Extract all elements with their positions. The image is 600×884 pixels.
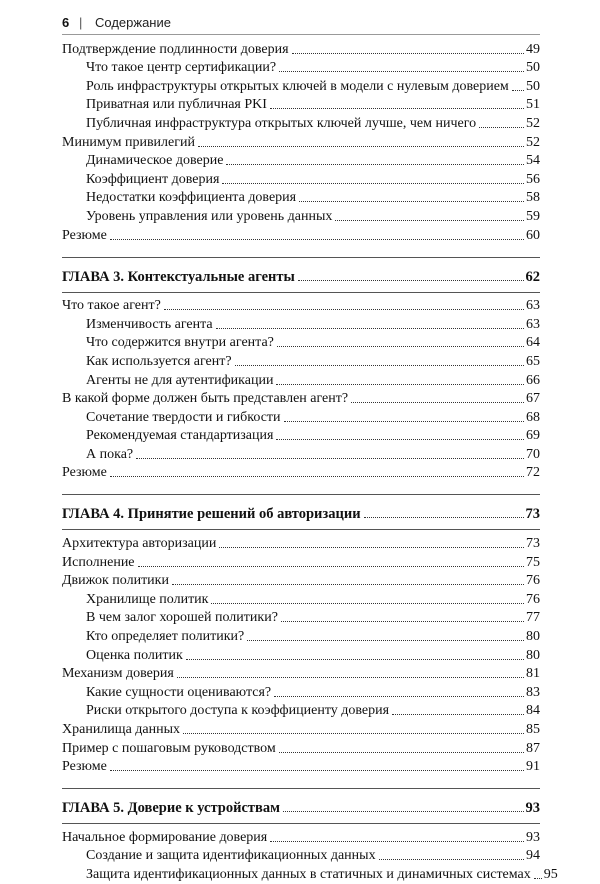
toc-entry-title: Архитектура авторизации	[62, 536, 217, 552]
dot-leader	[211, 603, 524, 604]
toc-page-number: 94	[526, 848, 540, 864]
dot-leader	[298, 280, 524, 281]
toc-page-number: 84	[526, 703, 540, 719]
dot-leader	[281, 621, 524, 622]
toc-entry-title: Публичная инфраструктура открытых ключей лучше, чем ничего	[86, 115, 477, 131]
toc-entry-title: Минимум привилегий	[62, 134, 195, 150]
toc-section[interactable]	[62, 739, 540, 758]
dot-leader	[277, 346, 524, 347]
toc-entry-title: Защита идентификационных данных в статичных и динамичных системах	[86, 866, 531, 882]
toc-page-number: 50	[526, 60, 540, 76]
toc-entry-title: В чем залог хорошей политики?	[86, 610, 278, 626]
toc-entry-title: Резюме	[62, 759, 107, 775]
toc-entry-title: Сочетание твердости и гибкости	[86, 409, 281, 425]
toc-page-number: 77	[526, 610, 540, 626]
toc-subsection[interactable]	[62, 427, 540, 446]
toc-page-number: 75	[526, 554, 540, 570]
toc-entry-title: Резюме	[62, 465, 107, 481]
dot-leader	[274, 696, 524, 697]
dot-leader	[216, 328, 524, 329]
toc-page-number: 80	[526, 647, 540, 663]
toc-subsection[interactable]	[62, 334, 540, 353]
toc-subsection[interactable]	[62, 847, 540, 866]
dot-leader	[270, 108, 524, 109]
dot-leader	[186, 659, 524, 660]
dot-leader	[364, 517, 524, 518]
toc-section[interactable]	[62, 720, 540, 739]
toc-page-number: 81	[526, 666, 540, 682]
toc-subsection[interactable]	[62, 315, 540, 334]
table-of-contents	[62, 40, 558, 884]
dot-leader	[270, 841, 524, 842]
dot-leader	[219, 547, 524, 548]
toc-entry-title: Исполнение	[62, 554, 135, 570]
toc-section[interactable]	[62, 572, 540, 591]
toc-page-number: 60	[526, 227, 540, 243]
toc-subsection[interactable]	[62, 352, 540, 371]
toc-subsection[interactable]	[62, 152, 540, 171]
toc-page-number: 93	[526, 829, 540, 845]
toc-entry-title: Хранилища данных	[62, 722, 181, 737]
toc-page-number: 67	[526, 391, 540, 407]
toc-entry-title: Оценка политик	[86, 647, 183, 663]
toc-entry-title: ГЛАВА 3. Контекстуальные агенты	[62, 268, 295, 285]
toc-subsection[interactable]	[62, 865, 558, 884]
toc-entry-title: Коэффициент доверия	[86, 171, 220, 187]
dot-leader	[335, 220, 524, 221]
toc-entry-title: Что такое агент?	[62, 298, 161, 314]
header-separator: |	[79, 15, 83, 30]
toc-subsection[interactable]	[62, 408, 540, 427]
toc-page-number: 52	[526, 115, 540, 131]
toc-page-number: 85	[526, 722, 540, 737]
dot-leader	[279, 71, 524, 72]
toc-page-number: 64	[526, 335, 540, 351]
toc-subsection[interactable]	[62, 445, 540, 464]
toc-page-number: 58	[526, 190, 540, 206]
toc-entry-title: В какой форме должен быть представлен агент?	[62, 391, 349, 407]
toc-entry-title: Движок политики	[62, 573, 169, 589]
toc-section[interactable]	[62, 40, 540, 59]
toc-page-number: 72	[526, 465, 540, 481]
toc-entry-title: Риски открытого доступа к коэффициенту доверия	[86, 703, 390, 719]
toc-entry-title: Рекомендуемая стандартизация	[86, 428, 274, 444]
toc-subsection[interactable]	[62, 114, 540, 133]
toc-section[interactable]	[62, 390, 540, 409]
toc-page-number: 95	[543, 866, 558, 882]
chapter-heading[interactable]	[62, 266, 540, 286]
toc-entry-title: Пример с пошаговым руководством	[62, 740, 276, 756]
dot-leader	[351, 402, 524, 403]
toc-page-number: 49	[526, 41, 540, 57]
toc-section[interactable]	[62, 758, 540, 777]
toc-page-number: 91	[526, 759, 540, 775]
dot-leader	[172, 584, 524, 585]
toc-page-number: 56	[526, 171, 540, 187]
dot-leader	[299, 201, 524, 202]
toc-section[interactable]	[62, 133, 540, 152]
toc-section[interactable]	[62, 297, 540, 316]
toc-page-number: 65	[526, 353, 540, 369]
chapter-heading[interactable]	[62, 503, 540, 523]
toc-entry-title: Приватная или публичная PKI	[86, 97, 267, 113]
toc-entry-title: А пока?	[86, 446, 134, 462]
toc-page-number: 68	[526, 409, 540, 425]
toc-entry-title: Что такое центр сертификации?	[86, 60, 277, 76]
dot-leader	[136, 458, 524, 459]
toc-entry-title: Недостатки коэффициента доверия	[86, 190, 297, 206]
chapter-divider	[62, 257, 540, 258]
chapter-heading[interactable]	[62, 797, 540, 817]
toc-page-number: 51	[526, 97, 540, 113]
dot-leader	[279, 752, 524, 753]
toc-page-number: 87	[526, 740, 540, 756]
toc-page-number: 59	[526, 208, 540, 224]
toc-page-number: 63	[526, 298, 540, 314]
toc-subsection[interactable]	[62, 590, 540, 609]
toc-entry-title: ГЛАВА 5. Доверие к устройствам	[62, 800, 280, 817]
header-title: Содержание	[95, 15, 171, 30]
dot-leader	[292, 53, 524, 54]
chapter-divider	[62, 788, 540, 789]
toc-page-number: 62	[525, 268, 540, 285]
dot-leader	[392, 714, 524, 715]
dot-leader	[198, 146, 524, 147]
toc-entry-title: Уровень управления или уровень данных	[86, 208, 333, 224]
chapter-divider	[62, 292, 540, 293]
dot-leader	[276, 439, 524, 440]
toc-entry-title: Как используется агент?	[86, 353, 232, 369]
toc-entry-title: Изменчивость агента	[86, 316, 213, 332]
toc-entry-title: Динамическое доверие	[86, 153, 224, 169]
chapter-divider	[62, 529, 540, 530]
dot-leader	[183, 733, 524, 734]
toc-page-number: 70	[526, 446, 540, 462]
toc-subsection[interactable]	[62, 627, 540, 646]
dot-leader	[110, 770, 524, 771]
dot-leader	[177, 677, 524, 678]
toc-page-number: 80	[526, 629, 540, 645]
dot-leader	[164, 309, 524, 310]
toc-subsection[interactable]	[62, 646, 540, 665]
toc-page-number: 69	[526, 428, 540, 444]
toc-subsection[interactable]	[62, 207, 540, 226]
toc-entry-title: Кто определяет политики?	[86, 629, 245, 645]
dot-leader	[247, 640, 524, 641]
dot-leader	[284, 421, 524, 422]
dot-leader	[534, 878, 542, 879]
toc-entry-title: Резюме	[62, 227, 107, 243]
dot-leader	[138, 566, 524, 567]
toc-section[interactable]	[62, 553, 540, 572]
toc-section[interactable]	[62, 828, 540, 847]
toc-entry-title: Что содержится внутри агента?	[86, 335, 274, 351]
toc-subsection[interactable]	[62, 371, 540, 390]
toc-entry-title: Хранилище политик	[86, 591, 209, 607]
toc-page-number: 76	[526, 591, 540, 607]
toc-page-number: 93	[525, 800, 540, 817]
running-header	[62, 12, 540, 35]
toc-page-number: 66	[526, 372, 540, 388]
toc-page-number: 76	[526, 573, 540, 589]
toc-entry-title: Механизм доверия	[62, 666, 174, 682]
dot-leader	[512, 90, 524, 91]
toc-section[interactable]	[62, 226, 540, 245]
dot-leader	[110, 476, 524, 477]
dot-leader	[283, 811, 524, 812]
toc-entry-title: Роль инфраструктуры открытых ключей в модели с нулевым доверием	[86, 78, 509, 94]
toc-page-number: 50	[526, 78, 540, 94]
toc-page-number: 54	[526, 153, 540, 169]
toc-subsection[interactable]	[62, 77, 540, 96]
toc-entry-title: Подтверждение подлинности доверия	[62, 41, 289, 57]
toc-subsection[interactable]	[62, 170, 540, 189]
toc-page-number: 63	[526, 316, 540, 332]
toc-subsection[interactable]	[62, 683, 540, 702]
dot-leader	[222, 183, 524, 184]
dot-leader	[276, 384, 524, 385]
toc-page-number: 83	[526, 684, 540, 700]
dot-leader	[235, 365, 524, 366]
toc-entry-title: Начальное формирование доверия	[62, 829, 268, 845]
page-number: 6	[62, 15, 70, 30]
toc-section[interactable]	[62, 464, 540, 483]
toc-entry-title: Создание и защита идентификационных данных	[86, 848, 376, 864]
toc-page-number: 73	[526, 536, 540, 552]
toc-entry-title: Агенты не для аутентификации	[86, 372, 274, 388]
dot-leader	[379, 859, 524, 860]
toc-subsection[interactable]	[62, 702, 540, 721]
toc-subsection[interactable]	[62, 609, 540, 628]
chapter-divider	[62, 494, 540, 495]
dot-leader	[479, 127, 524, 128]
toc-entry-title: Какие сущности оцениваются?	[86, 684, 272, 700]
toc-subsection[interactable]	[62, 96, 540, 115]
toc-page-number: 73	[525, 506, 540, 523]
toc-section[interactable]	[62, 665, 540, 684]
toc-entry-title: ГЛАВА 4. Принятие решений об авторизации	[62, 506, 361, 523]
toc-subsection[interactable]	[62, 189, 540, 208]
toc-section[interactable]	[62, 534, 540, 553]
toc-subsection[interactable]	[62, 59, 540, 78]
dot-leader	[110, 239, 524, 240]
dot-leader	[226, 164, 524, 165]
toc-page-number: 52	[526, 134, 540, 150]
chapter-divider	[62, 823, 540, 824]
